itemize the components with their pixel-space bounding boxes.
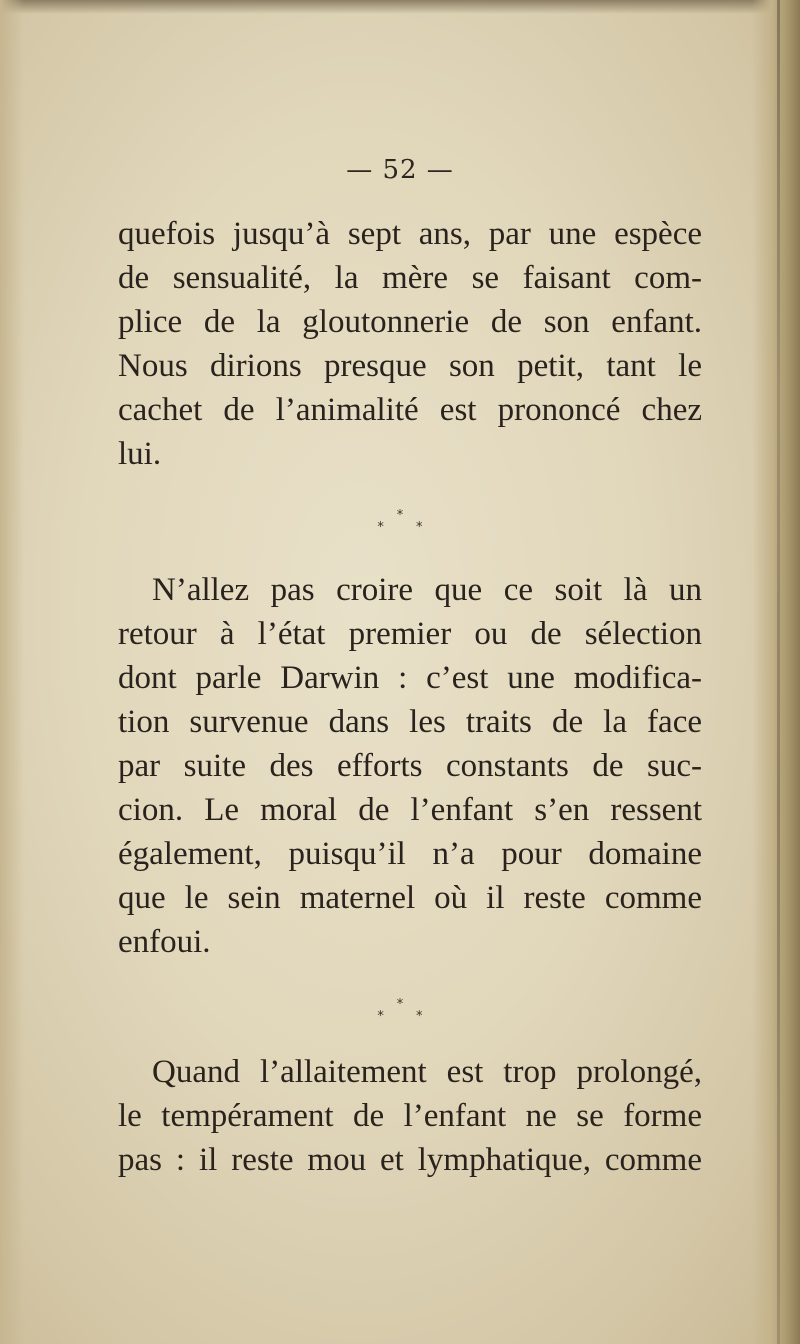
section-separator [0,999,800,1023]
text-line: cion. Le moral de l’enfant s’en ressent [118,792,702,828]
section-separator [0,510,800,534]
text-line: également, puisqu’il n’a pour domaine [118,836,702,872]
paragraph-2 [118,568,702,964]
page-gutter [752,0,800,1344]
text-line: Nous dirions presque son petit, tant le [118,348,702,384]
paragraph-1 [118,212,702,476]
text-line: pas : il reste mou et lymphatique, comme [118,1142,702,1178]
text-line: plice de la gloutonnerie de son enfant. [118,304,702,340]
separator-asterism-bottom: * * [377,1009,437,1024]
page-number: — 52 — [346,155,454,185]
text-line: le tempérament de l’enfant ne se forme [118,1098,702,1134]
text-line: que le sein maternel où il reste comme [118,880,702,916]
text-line: tion survenue dans les traits de la face [118,704,702,740]
text-line: cachet de l’animalité est prononcé chez [118,392,702,428]
text-line: de sensualité, la mère se faisant com- [118,260,702,296]
text-line: dont parle Darwin : c’est une modifica- [118,660,702,696]
text-line: lui. [118,436,162,472]
text-line: par suite des efforts constants de suc- [118,748,702,784]
page-top-shadow [0,0,800,14]
separator-asterism-top: * [396,997,404,1012]
text-line: enfoui. [118,924,211,960]
page-left-shadow [0,0,24,1344]
text-line: Quand l’allaitement est trop prolongé, [152,1054,702,1090]
separator-asterism-top: * [396,508,404,523]
text-line: retour à l’état premier ou de sélection [118,616,702,652]
text-line: quefois jusqu’à sept ans, par une espèce [118,216,702,252]
page-edge-line [777,0,780,1344]
text-line: N’allez pas croire que ce soit là un [152,572,702,608]
separator-asterism-bottom: * * [377,520,437,535]
paragraph-3 [118,1050,702,1182]
